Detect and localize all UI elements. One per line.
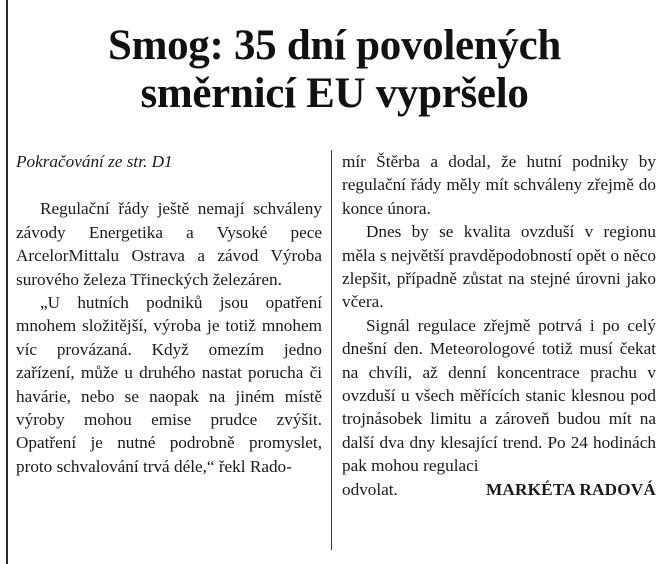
paragraph: mír Štěrba a dodal, že hutní podniky by regulační řády měly mít schváleny zřejmě do konce února. [342, 152, 656, 218]
headline-line-2: směrnicí EU vypršelo [140, 70, 529, 117]
column-divider [331, 150, 332, 550]
headline [10, 22, 659, 118]
closing-word: odvolat. [342, 479, 398, 499]
author-byline: MARKÉTA RADOVÁ [485, 479, 656, 499]
article-column-left [16, 150, 322, 478]
left-page-rule [6, 0, 8, 564]
paragraph: Signál regulace zřejmě potrvá i po celý dnešní den. Meteorologové totiž musí čekat na chvíli, až denní koncentrace prachu v ovzduší u všech měřících stanic klesnou pod trojnásobek limitu a zároveň budou mít na další dva dny klesající trend. Po 24 hodinách pak mohou regulaci [342, 315, 656, 476]
article-column-right [342, 150, 656, 501]
continued-from-note: Pokračování ze str. D1 [16, 152, 173, 171]
headline-line-1: Smog: 35 dní povolených [107, 22, 562, 69]
paragraph: Dnes by se kvalita ovzduší v regionu měla s největší pravděpodobností opět o něco zlepšit, případně zůstat na stejné úrovni jako včera. [342, 222, 656, 312]
paragraph: Regulační řády ještě nemají schváleny závody Energetika a Vysoké pece ArcelorMittalu Ostrava a závod Výroba surového železa Třineckých železáren. [16, 199, 322, 289]
closing-line [342, 478, 656, 501]
paragraph: „U hutních podniků jsou opatření mnohem složitější, výroba je totiž mnohem víc provázaná. Když omezím jedno zařízení, může u druhého nastat porucha či havárie, nebo se naopak na jiném místě výroby mohou emise prudce zvýšit. Opatření je nutné podrobně promyslet, proto schvalování trvá déle,“ řekl Rado- [16, 293, 322, 476]
